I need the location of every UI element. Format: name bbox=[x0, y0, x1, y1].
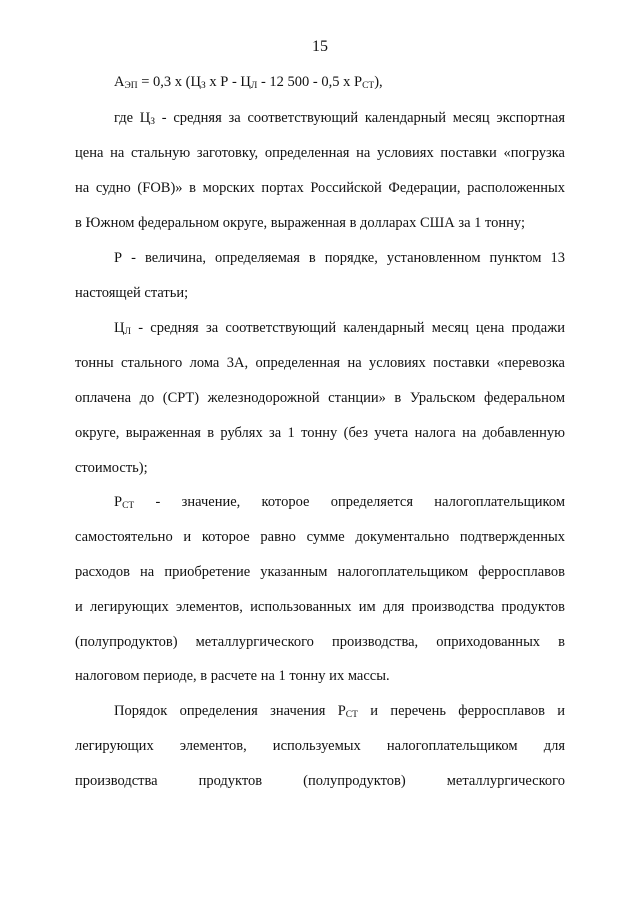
definition-cz-line bbox=[114, 108, 565, 128]
text-line: цена на стальную заготовку, определенная на условиях поставки «погрузка bbox=[75, 145, 565, 161]
formula-lhs-subscript: ЭП bbox=[124, 81, 138, 91]
text-line: самостоятельно и которое равно сумме документально подтвержденных bbox=[75, 529, 565, 545]
definition-cz-prefix: где Ц bbox=[114, 110, 151, 126]
formula-subscript: Л bbox=[250, 81, 258, 91]
definition-pst-symbol: Р bbox=[114, 494, 123, 510]
text-line: (полупродуктов) металлургического производства, оприходованных в bbox=[75, 634, 565, 650]
formula-part: = 0,3 х (Ц bbox=[137, 74, 201, 90]
text-line: производства продуктов (полупродуктов) металлургического bbox=[75, 773, 565, 789]
definition-cz-subscript: З bbox=[150, 117, 156, 127]
formula-line bbox=[114, 72, 565, 92]
text-line: тонны стального лома 3А, определенная на условиях поставки «перевозка bbox=[75, 355, 565, 371]
text-line: стоимость); bbox=[75, 460, 148, 476]
formula-part: х Р - Ц bbox=[205, 74, 251, 90]
definition-pst-text: - значение, которое определяется налогоплательщиком bbox=[134, 494, 565, 510]
page-number: 15 bbox=[312, 38, 328, 55]
formula-part: ), bbox=[374, 74, 383, 90]
procedure-text-start: Порядок определения значения Р bbox=[114, 703, 346, 719]
text-line: настоящей статьи; bbox=[75, 285, 189, 301]
definition-cz-text: - средняя за соответствующий календарный месяц экспортная bbox=[155, 110, 565, 126]
text-line: на судно (FOB)» в морских портах Российской Федерации, расположенных bbox=[75, 180, 565, 196]
definition-cl-subscript: Л bbox=[124, 327, 131, 337]
text-line: округе, выраженная в рублях за 1 тонну (без учета налога на добавленную bbox=[75, 425, 565, 441]
text-line: и легирующих элементов, использованных им для производства продуктов bbox=[75, 599, 565, 615]
formula-lhs-symbol: А bbox=[114, 74, 125, 90]
formula-subscript: СТ bbox=[362, 81, 375, 91]
procedure-line bbox=[114, 701, 565, 721]
definition-cl-line bbox=[114, 318, 565, 338]
procedure-text-rest: и перечень ферросплавов и bbox=[357, 703, 565, 719]
text-line: оплачена до (CPT) железнодорожной станции» в Уральском федеральном bbox=[75, 390, 565, 406]
text-line: налоговом периоде, в расчете на 1 тонну их массы. bbox=[75, 668, 390, 684]
procedure-subscript: СТ bbox=[345, 710, 358, 720]
text-line: в Южном федеральном округе, выраженная в долларах США за 1 тонну; bbox=[75, 215, 526, 231]
definition-p-line: Р - величина, определяемая в порядке, установленном пунктом 13 bbox=[114, 250, 565, 266]
formula-part: - 12 500 - 0,5 х Р bbox=[257, 74, 363, 90]
definition-pst-subscript: СТ bbox=[122, 501, 135, 511]
text-line: легирующих элементов, используемых налогоплательщиком для bbox=[75, 738, 565, 754]
text-line: расходов на приобретение указанным налогоплательщиком ферросплавов bbox=[75, 564, 565, 580]
definition-cl-text: - средняя за соответствующий календарный месяц цена продажи bbox=[130, 320, 565, 336]
definition-pst-line bbox=[114, 492, 565, 512]
formula-subscript: З bbox=[200, 81, 206, 91]
definition-cl-symbol: Ц bbox=[114, 320, 125, 336]
